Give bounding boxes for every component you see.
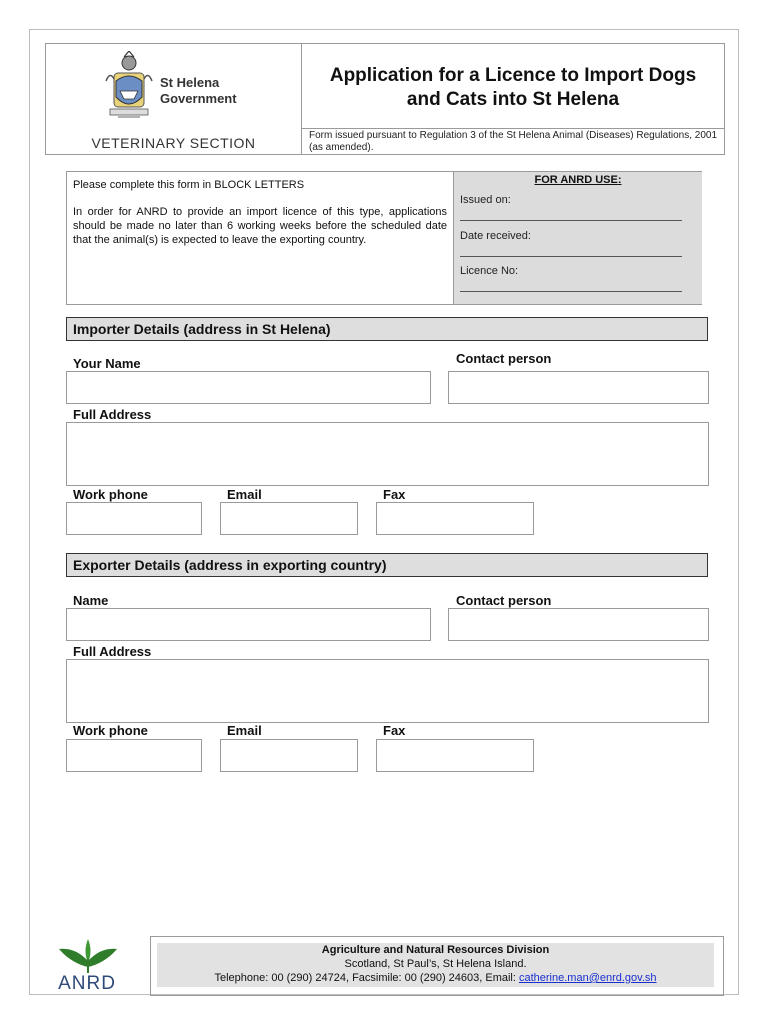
exporter-email-label: Email [227, 723, 262, 738]
importer-fax-field[interactable] [376, 502, 534, 535]
licence-no-line[interactable] [460, 291, 682, 292]
instructions-panel [66, 171, 702, 305]
lead-time-note: In order for ANRD to provide an import licence of this type, applications should be made no later than 6 working weeks before the scheduled date that the animal(s) is expected to leave the exporting country. [73, 206, 447, 246]
importer-email-field[interactable] [220, 502, 358, 535]
exporter-address-field[interactable] [66, 659, 709, 723]
issued-on-line[interactable] [460, 220, 682, 221]
exporter-contact-field[interactable] [448, 608, 709, 641]
importer-phone-field[interactable] [66, 502, 202, 535]
importer-fax-label: Fax [383, 487, 406, 502]
division-address: Scotland, St Paul’s, St Helena Island. [344, 958, 527, 970]
exporter-contact-label: Contact person [456, 593, 552, 608]
exporter-name-label: Name [73, 593, 109, 608]
importer-phone-label: Work phone [73, 487, 148, 502]
date-received-label: Date received: [460, 230, 531, 242]
importer-contact-field[interactable] [448, 371, 709, 404]
form-title: Application for a Licence to Import Dogs and Cats into St Helena [329, 65, 697, 110]
government-name: St Helena Government [160, 75, 237, 106]
veterinary-section-label: VETERINARY SECTION [91, 135, 256, 151]
exporter-email-field[interactable] [220, 739, 358, 772]
email-link[interactable]: catherine.man@enrd.gov.sh [518, 972, 657, 984]
importer-name-field[interactable] [66, 371, 431, 404]
exporter-phone-field[interactable] [66, 739, 202, 772]
exporter-fax-field[interactable] [376, 739, 534, 772]
anrd-logo-text: ANRD [58, 973, 116, 994]
anrd-use-heading: FOR ANRD USE: [534, 174, 622, 186]
anrd-use-panel [453, 172, 702, 304]
header-rule [302, 128, 724, 129]
exporter-phone-label: Work phone [73, 723, 148, 738]
issued-on-label: Issued on: [460, 194, 511, 206]
licence-no-label: Licence No: [460, 265, 519, 277]
exporter-section-heading: Exporter Details (address in exporting country) [66, 553, 708, 577]
block-letters-note: Please complete this form in BLOCK LETTERS [73, 179, 305, 191]
exporter-fax-label: Fax [383, 723, 406, 738]
st-helena-crest-icon [104, 51, 154, 123]
regulation-note: Form issued pursuant to Regulation 3 of the St Helena Animal (Diseases) Regulations, 2001 (as amended). [309, 130, 718, 153]
exporter-name-field[interactable] [66, 608, 431, 641]
division-name: Agriculture and Natural Resources Division [321, 944, 550, 956]
date-received-line[interactable] [460, 256, 682, 257]
importer-email-label: Email [227, 487, 262, 502]
importer-address-field[interactable] [66, 422, 709, 486]
exporter-address-label: Full Address [73, 644, 152, 659]
footer-contact [157, 943, 714, 987]
anrd-leaf-icon [55, 937, 121, 973]
division-phone-line: Telephone: 00 (290) 24724, Facsimile: 00 (290) 24603, Email: catherine.man@enrd.gov.sh [214, 972, 657, 984]
instructions-text [73, 178, 447, 260]
importer-name-label: Your Name [73, 356, 141, 371]
importer-section-heading: Importer Details (address in St Helena) [66, 317, 708, 341]
importer-contact-label: Contact person [456, 351, 552, 366]
importer-address-label: Full Address [73, 407, 152, 422]
form-header [45, 43, 725, 155]
